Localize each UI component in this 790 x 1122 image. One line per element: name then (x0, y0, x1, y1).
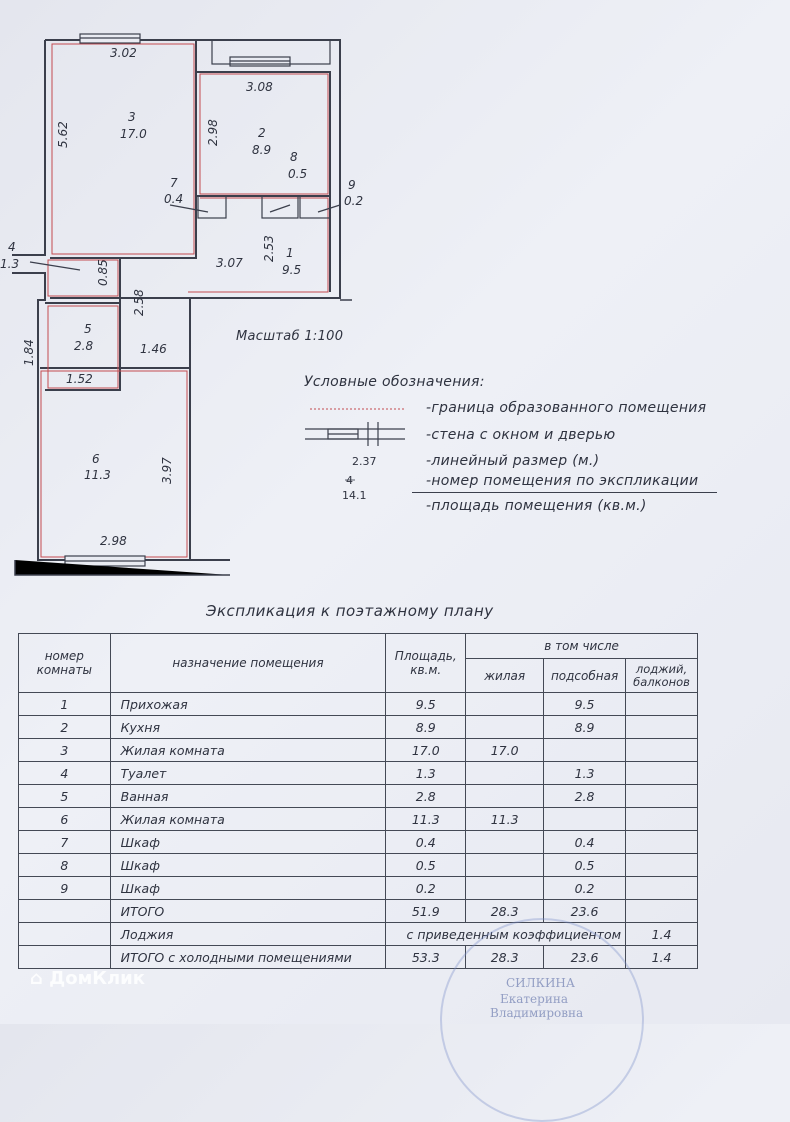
plan-scale: Масштаб 1:100 (236, 329, 344, 344)
legend-sample-number: 4 (346, 474, 353, 487)
room4-number: 4 (8, 240, 16, 254)
loggia-value: 1.4 (626, 923, 698, 946)
row-loggia (626, 693, 698, 716)
header-incl: в том числе (466, 634, 698, 659)
total-aux: 23.6 (544, 900, 626, 923)
row-aux: 1.3 (544, 762, 626, 785)
row-loggia (626, 762, 698, 785)
row-name: Жилая комната (110, 808, 386, 831)
table-row (19, 808, 698, 831)
dim-room2-height: 2.98 (206, 119, 220, 146)
row-aux: 0.4 (544, 831, 626, 854)
total-cold-aux: 23.6 (544, 946, 626, 969)
legend-title: Условные обозначения: (304, 374, 485, 390)
row-loggia (626, 831, 698, 854)
row-loggia (626, 877, 698, 900)
row-aux: 0.2 (544, 877, 626, 900)
header-room-no: номер комнаты (19, 634, 111, 693)
table-row (19, 716, 698, 739)
header-loggia: лоджий, балконов (626, 659, 698, 693)
row-area: 0.5 (386, 854, 466, 877)
row-aux: 0.5 (544, 854, 626, 877)
row-name: Жилая комната (110, 739, 386, 762)
row-living (466, 877, 544, 900)
row-number: 9 (19, 877, 111, 900)
table-row (19, 785, 698, 808)
loggia-note: с приведенным коэффициентом (386, 923, 626, 946)
table-row (19, 762, 698, 785)
room6-area: 11.3 (84, 468, 111, 482)
row-number: 5 (19, 785, 111, 808)
dim-bath-height: 1.84 (22, 339, 36, 366)
row-name: Шкаф (110, 854, 386, 877)
row-loggia (626, 739, 698, 762)
row-area: 8.9 (386, 716, 466, 739)
row-living (466, 762, 544, 785)
table-row (19, 739, 698, 762)
legend-item-area: -площадь помещения (кв.м.) (426, 498, 647, 514)
row-loggia (626, 785, 698, 808)
table-row-total (19, 900, 698, 923)
legend-item-room-number: -номер помещения по экспликации (426, 473, 699, 489)
dim-hall-width: 3.07 (216, 256, 243, 270)
header-purpose: назначение помещения (110, 634, 386, 693)
header-aux: подсобная (544, 659, 626, 693)
legend-item-dimension: -линейный размер (м.) (426, 453, 600, 469)
legend-item-wall: -стена с окном и дверью (426, 427, 616, 443)
total-cold-area: 53.3 (386, 946, 466, 969)
row-name: Кухня (110, 716, 386, 739)
room5-area: 2.8 (74, 339, 94, 353)
legend-sample-dimension: 2.37 (352, 455, 377, 468)
row-loggia (626, 716, 698, 739)
row-aux: 9.5 (544, 693, 626, 716)
dim-bath-door: 1.46 (140, 342, 167, 356)
stamp-name-3: Владимировна (490, 1006, 584, 1020)
table-body (19, 693, 698, 900)
room3-number: 3 (128, 110, 136, 124)
row-area: 9.5 (386, 693, 466, 716)
row-living (466, 693, 544, 716)
row-number: 7 (19, 831, 111, 854)
dim-room3-width: 3.02 (110, 46, 137, 60)
total-living: 28.3 (466, 900, 544, 923)
row-area: 1.3 (386, 762, 466, 785)
dim-toilet-height: 0.85 (96, 259, 110, 286)
room8-area: 0.5 (288, 167, 308, 181)
row-living: 17.0 (466, 739, 544, 762)
row-name: Прихожая (110, 693, 386, 716)
row-area: 11.3 (386, 808, 466, 831)
room7-number: 7 (170, 176, 178, 190)
row-aux (544, 739, 626, 762)
room9-number: 9 (348, 178, 356, 192)
row-number: 6 (19, 808, 111, 831)
room8-number: 8 (290, 150, 298, 164)
row-area: 0.4 (386, 831, 466, 854)
room7-area: 0.4 (164, 192, 184, 206)
dim-hall-height: 2.53 (262, 235, 276, 262)
legend-sample-area: 14.1 (342, 489, 367, 502)
row-loggia (626, 854, 698, 877)
dim-room6-width: 2.98 (100, 534, 127, 548)
row-living: 11.3 (466, 808, 544, 831)
row-area: 17.0 (386, 739, 466, 762)
room2-number: 2 (258, 126, 266, 140)
table-row (19, 877, 698, 900)
stamp-name-1: СИЛКИНА (506, 976, 575, 990)
dim-room2-width: 3.08 (246, 80, 273, 94)
row-aux: 8.9 (544, 716, 626, 739)
row-name: Туалет (110, 762, 386, 785)
table-row (19, 693, 698, 716)
dim-bath-width: 1.52 (66, 372, 93, 386)
row-name: Шкаф (110, 877, 386, 900)
row-living (466, 854, 544, 877)
stamp-seal (440, 918, 644, 1122)
room4-area: 1.3 (0, 257, 20, 271)
room1-area: 9.5 (282, 263, 302, 277)
header-living: жилая (466, 659, 544, 693)
row-number: 1 (19, 693, 111, 716)
table-row (19, 854, 698, 877)
explication-table (18, 633, 698, 969)
watermark-logo (30, 968, 145, 989)
explication-title: Экспликация к поэтажному плану (206, 602, 494, 620)
table-header-row (19, 634, 698, 659)
row-living (466, 831, 544, 854)
row-name: Шкаф (110, 831, 386, 854)
legend-divider (412, 492, 717, 493)
dim-corridor: 2.58 (132, 289, 146, 316)
house-icon: ⌂ (30, 968, 43, 989)
legend-item-boundary: -граница образованного помещения (426, 400, 707, 416)
total-label: ИТОГО (110, 900, 386, 923)
total-area: 51.9 (386, 900, 466, 923)
room3-area: 17.0 (120, 127, 147, 141)
stamp-name-2: Екатерина (500, 992, 568, 1006)
row-area: 0.2 (386, 877, 466, 900)
total-cold-label: ИТОГО с холодными помещениями (110, 946, 386, 969)
dim-room6-height: 3.97 (160, 457, 174, 484)
row-area: 2.8 (386, 785, 466, 808)
row-number: 2 (19, 716, 111, 739)
table-row (19, 831, 698, 854)
loggia-label: Лоджия (110, 923, 386, 946)
room6-number: 6 (92, 452, 100, 466)
row-loggia (626, 808, 698, 831)
total-cold-living: 28.3 (466, 946, 544, 969)
total-cold-loggia: 1.4 (626, 946, 698, 969)
room2-area: 8.9 (252, 143, 272, 157)
room1-number: 1 (286, 246, 294, 260)
row-aux (544, 808, 626, 831)
dim-room3-height: 5.62 (56, 121, 70, 148)
legend-wall-sample (305, 422, 405, 446)
row-number: 3 (19, 739, 111, 762)
row-name: Ванная (110, 785, 386, 808)
row-living (466, 785, 544, 808)
header-area: Площадь, кв.м. (386, 634, 466, 693)
row-number: 4 (19, 762, 111, 785)
room9-area: 0.2 (344, 194, 364, 208)
row-number: 8 (19, 854, 111, 877)
watermark-text: ДомКлик (49, 968, 146, 989)
row-aux: 2.8 (544, 785, 626, 808)
room5-number: 5 (84, 322, 92, 336)
row-living (466, 716, 544, 739)
